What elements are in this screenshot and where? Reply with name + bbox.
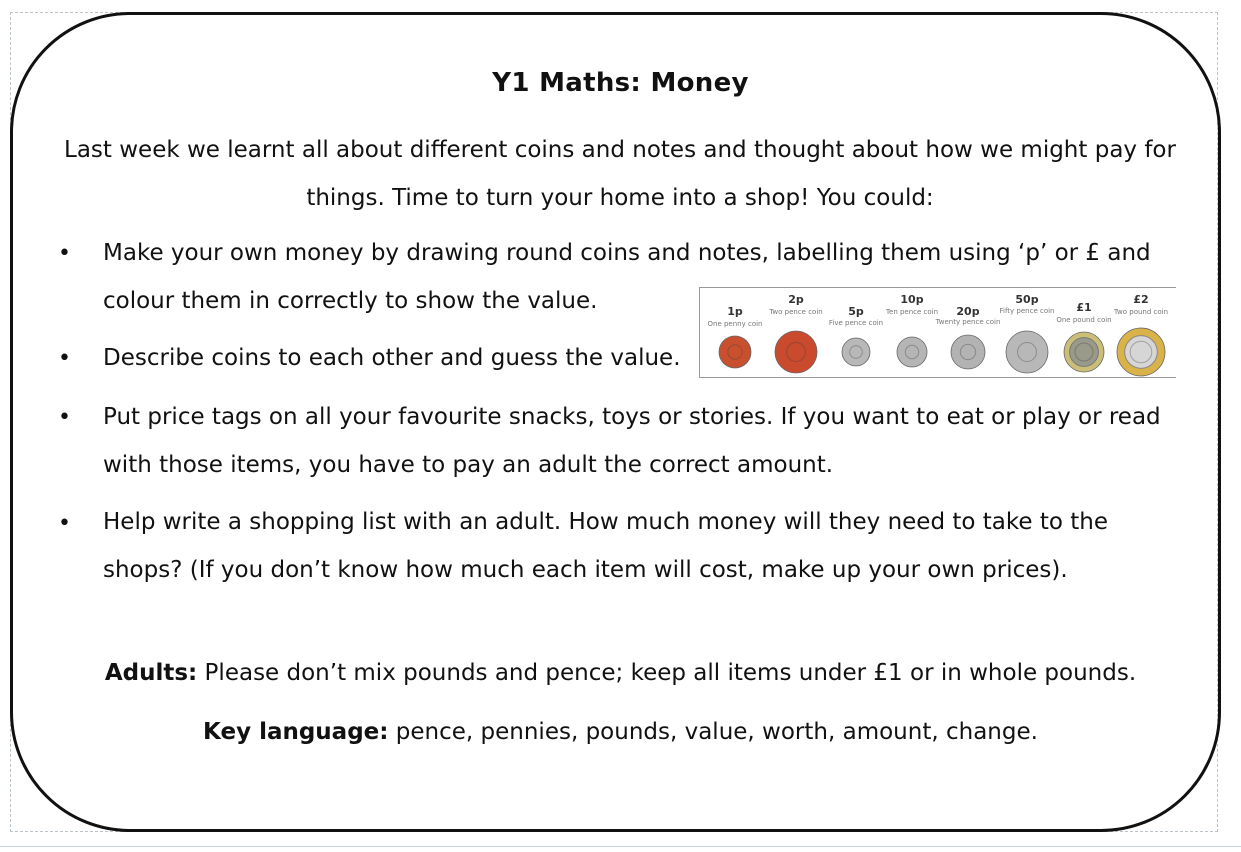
coin-7-icon	[1064, 332, 1104, 372]
coin-5-icon	[951, 335, 985, 369]
activity-text-describe: Describe coins to each other and guess the value.	[103, 345, 681, 371]
adults-note	[0, 660, 1241, 686]
coin-value-label: 10p	[900, 293, 924, 306]
coin-value-label: £2	[1133, 293, 1149, 306]
coin-description-label: One pound coin	[1056, 316, 1112, 324]
intro-paragraph: Last week we learnt all about different coins and notes and thought about how we might pay for things. Time to turn your home into a shop! You could:	[64, 137, 1176, 211]
bullet-icon: •	[58, 511, 71, 536]
coin-value-label: 5p	[848, 305, 864, 318]
page-bottom-rule	[0, 846, 1241, 847]
bullet-icon: •	[58, 346, 71, 371]
coins-illustration	[700, 288, 1177, 379]
adults-label: Adults:	[104, 660, 198, 686]
coin-description-label: Twenty pence coin	[935, 318, 1001, 326]
coin-value-label: 1p	[727, 305, 743, 318]
bullet-icon: •	[58, 405, 71, 430]
coin-value-label: £1	[1076, 301, 1092, 314]
coin-4-icon	[897, 337, 927, 367]
coin-1-icon	[719, 336, 751, 368]
coin-3-icon	[842, 338, 870, 366]
key-language-label: Key language:	[203, 719, 389, 745]
coin-description-label: Ten pence coin	[885, 308, 939, 316]
coin-description-label: Two pound coin	[1113, 308, 1169, 316]
activity-text-price-tags: Put price tags on all your favourite snacks, toys or stories. If you want to eat or play or read with those items, you have to pay an adult the correct amount.	[103, 404, 1161, 478]
bullet-icon: •	[58, 241, 71, 266]
activity-text-shopping-list: Help write a shopping list with an adult. How much money will they need to take to the shops? (If you don’t know how much each item will cost, make up your own prices).	[103, 509, 1108, 583]
coin-description-label: Fifty pence coin	[999, 307, 1055, 315]
coin-description-label: One penny coin	[707, 320, 763, 328]
coin-6-icon	[1006, 331, 1048, 373]
key-language-note	[0, 719, 1241, 745]
activity-text-money: Make your own money by drawing round coins and notes, labelling them using ‘p’ or £ and colour them in correctly to show the value.	[103, 240, 1151, 314]
coin-2-icon	[775, 331, 817, 373]
adults-text: Please don’t mix pounds and pence; keep all items under £1 or in whole pounds.	[197, 660, 1137, 686]
worksheet-title: Y1 Maths: Money	[492, 68, 749, 98]
coin-value-label: 2p	[788, 293, 804, 306]
coin-description-label: Five pence coin	[828, 319, 884, 327]
key-language-text: pence, pennies, pounds, value, worth, amount, change.	[388, 719, 1038, 745]
coins-image	[699, 287, 1176, 378]
coin-value-label: 20p	[956, 305, 980, 318]
coin-value-label: 50p	[1015, 293, 1039, 306]
coin-8-icon	[1117, 328, 1165, 376]
coin-description-label: Two pence coin	[769, 308, 823, 316]
